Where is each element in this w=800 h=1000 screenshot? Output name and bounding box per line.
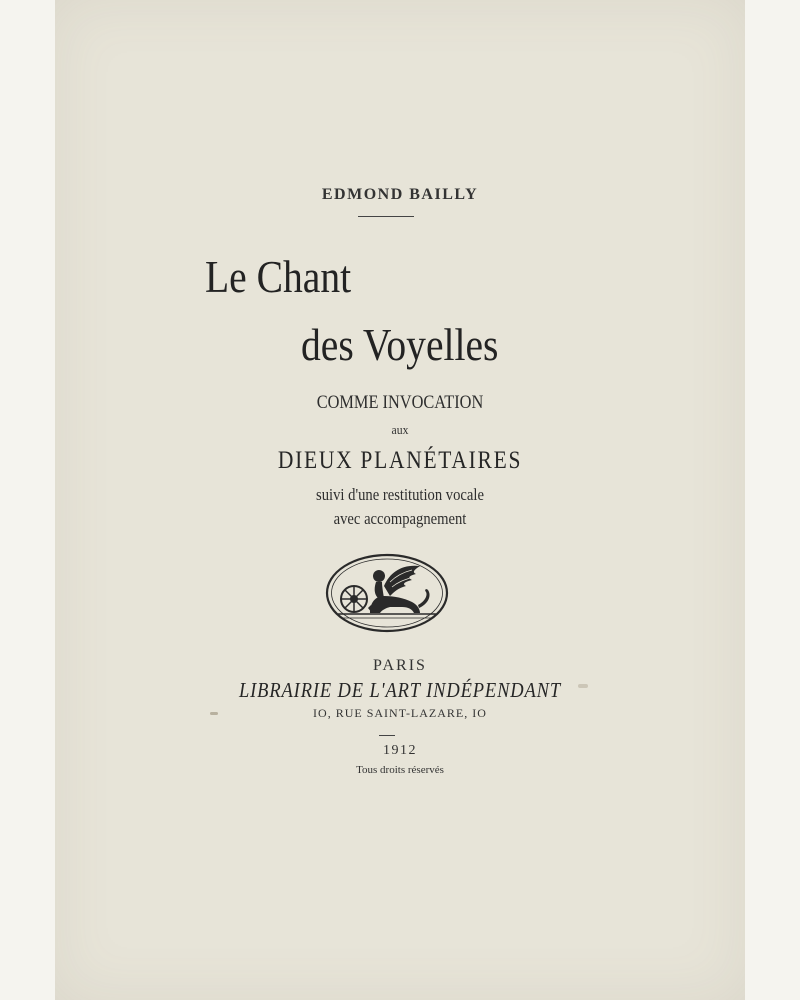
sphinx-wheel-emblem-icon xyxy=(324,552,450,634)
paper-speck xyxy=(210,712,218,715)
year-rule xyxy=(379,735,395,736)
title-line-1: Le Chant xyxy=(205,251,352,302)
subtitle-restitution: suivi d'une restitution vocale xyxy=(316,485,484,504)
subtitle-aux: aux xyxy=(391,422,409,437)
publisher-name: LIBRAIRIE DE L'ART INDÉPENDANT xyxy=(238,678,562,702)
subtitle-dieux-planetaires: DIEUX PLANÉTAIRES xyxy=(277,447,523,474)
title-line-2: des Voyelles xyxy=(301,319,499,370)
title-page xyxy=(55,0,745,1000)
publication-city: PARIS xyxy=(373,657,427,674)
subtitle-accompagnement: avec accompagnement xyxy=(333,509,467,528)
paper-speck xyxy=(578,684,588,688)
publication-year: 1912 xyxy=(383,743,417,758)
author-rule xyxy=(358,216,414,217)
publisher-address: IO, RUE SAINT-LAZARE, IO xyxy=(313,706,487,720)
rights-notice: Tous droits réservés xyxy=(356,764,444,776)
subtitle-invocation: COMME INVOCATION xyxy=(316,392,484,413)
author-name: EDMOND BAILLY xyxy=(321,186,479,203)
